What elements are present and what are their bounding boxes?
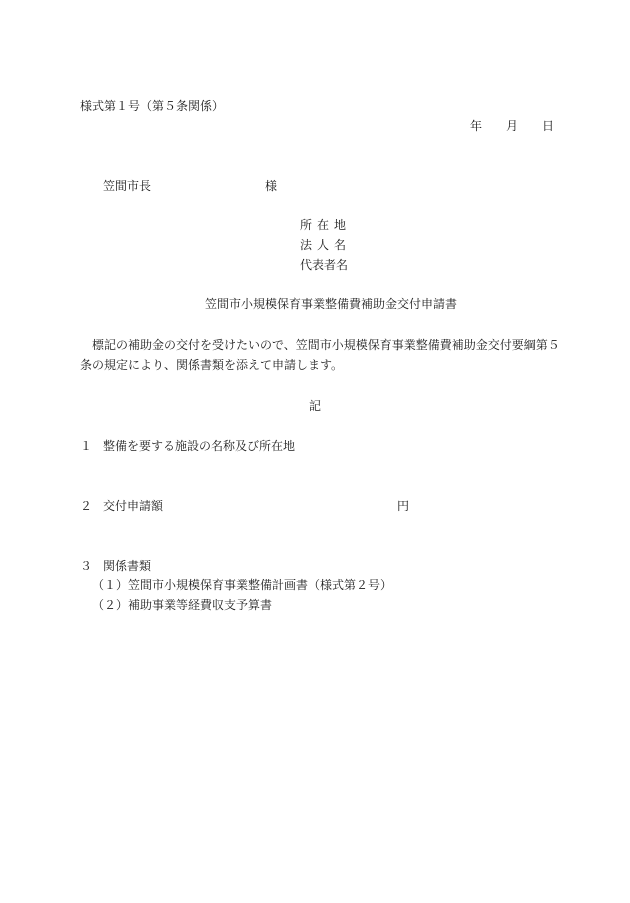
item-label: 関係書類: [103, 559, 152, 573]
document-title: 笠間市小規模保育事業整備費補助金交付申請書: [204, 297, 457, 311]
item-number: ２: [80, 499, 93, 513]
corporation-label: 法人名: [300, 238, 352, 252]
applicant-block: [300, 218, 351, 278]
date-year-label: 年: [470, 119, 483, 133]
form-number: 様式第１号（第５条関係）: [80, 99, 225, 113]
date-line: [470, 119, 554, 134]
address-label: 所在地: [300, 218, 352, 232]
item-documents: [80, 559, 151, 574]
sub-item: （１）笠間市小規模保育事業整備計画書（様式第２号）: [92, 578, 393, 592]
date-day-label: 日: [542, 119, 555, 133]
addressee-honorific: 様: [265, 179, 278, 193]
item-label: 交付申請額: [103, 499, 164, 513]
item-facility: [80, 439, 295, 454]
ki-heading: 記: [308, 399, 321, 413]
item-number: ３: [80, 559, 93, 573]
sub-item: （２）補助事業等経費収支予算書: [92, 598, 273, 612]
amount-unit: 円: [397, 499, 410, 513]
item-amount: [80, 499, 409, 514]
addressee: [103, 179, 277, 194]
body-text: 標記の補助金の交付を受けたいので、笠間市小規模保育事業整備費補助金交付要綱第５条の規定により、関係書類を添えて申請します。: [80, 338, 560, 372]
addressee-name: 笠間市長: [103, 179, 152, 193]
date-month-label: 月: [506, 119, 519, 133]
representative-label: 代表者名: [300, 258, 349, 272]
item-label: 整備を要する施設の名称及び所在地: [103, 439, 296, 453]
item-number: １: [80, 439, 93, 453]
